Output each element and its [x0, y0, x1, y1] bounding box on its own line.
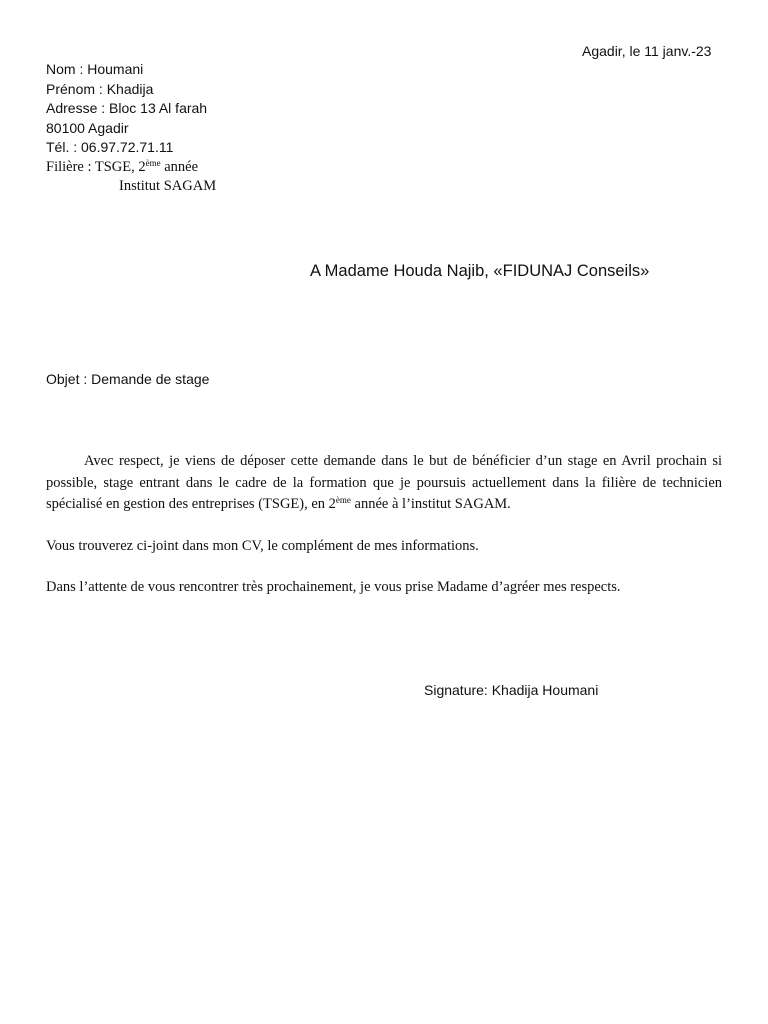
- body-paragraph-1-superscript: ème: [335, 495, 351, 505]
- body-paragraph-1-end: année à l’institut SAGAM.: [350, 496, 511, 512]
- sender-block: [46, 60, 216, 197]
- sender-program: [46, 158, 216, 178]
- sender-phone: Tél. : 06.97.72.71.11: [46, 139, 174, 155]
- subject-line: Objet : Demande de stage: [46, 371, 210, 387]
- sender-program-prefix: Filière : TSGE, 2: [46, 158, 146, 175]
- sender-address: Adresse : Bloc 13 Al farah: [46, 100, 208, 116]
- sender-program-superscript: ème: [145, 157, 161, 168]
- body-paragraph-1-text: Avec respect, je viens de déposer cette demande dans le but de bénéficier d’un stage en Avril prochain si possible, stage entrant dans le cadre de la formation que je poursuis actuellement dans la filière de technicien spécialisé en gestion des entreprises (TSGE), en 2: [46, 453, 722, 512]
- sender-city: 80100 Agadir: [46, 119, 129, 136]
- signature-line: Signature: Khadija Houmani: [424, 682, 599, 698]
- recipient-line: A Madame Houda Najib, «FIDUNAJ Conseils»: [310, 262, 650, 280]
- sender-first-name: Prénom : Khadija: [46, 80, 154, 97]
- sender-institute: Institut SAGAM: [119, 178, 217, 194]
- sender-program-suffix: année: [160, 158, 199, 175]
- body-paragraph-1: [46, 451, 722, 516]
- body-paragraph-2: Vous trouverez ci-joint dans mon CV, le complément de mes informations.: [46, 538, 479, 554]
- place-date: Agadir, le 11 janv.-23: [582, 43, 712, 59]
- body-paragraph-3: Dans l’attente de vous rencontrer très prochainement, je vous prise Madame d’agréer mes respects.: [46, 579, 621, 595]
- sender-name: Nom : Houmani: [46, 61, 144, 77]
